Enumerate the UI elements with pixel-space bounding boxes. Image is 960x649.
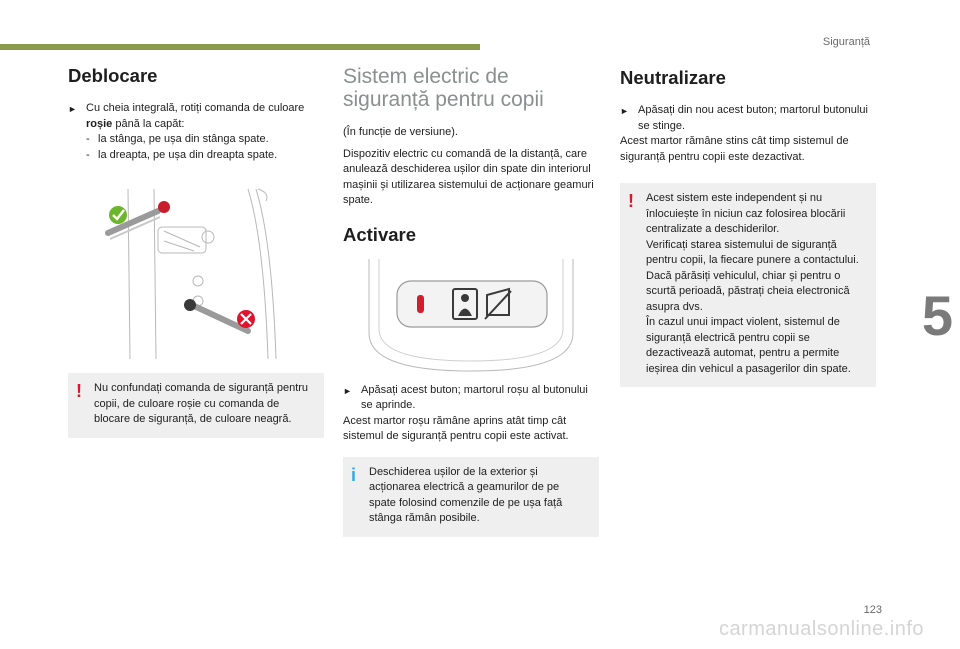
activation-title: Activare	[343, 223, 417, 245]
warning-line: Dacă părăsiți vehiculul, chiar și pentru o scurtă perioadă, păstrați cheia electronică asupra dvs.	[646, 269, 850, 313]
section-title: Siguranță	[822, 36, 870, 48]
unlock-bullet-text-1: Cu cheia integrală, rotiți comanda de culoare	[86, 102, 305, 114]
info-text: Deschiderea ușilor de la exterior și acționarea electrică a geamurilor de pe spate folosind comenzile de pe ușa față stânga rămân posibile.	[369, 465, 563, 524]
page-number: 123	[863, 604, 882, 616]
bullet-arrow-icon: ►	[620, 106, 629, 116]
unlock-bullet-bold: roșie	[86, 117, 113, 130]
column-child-safety	[343, 62, 599, 537]
unlock-title: Deblocare	[68, 65, 158, 86]
version-note: (În funcție de versiune).	[343, 126, 458, 138]
neutralize-bullet	[620, 103, 876, 134]
red-indicator	[417, 295, 424, 313]
accent-bar	[0, 44, 480, 50]
bullet-arrow-icon: ►	[343, 385, 352, 396]
warning-line: Verificați starea sistemului de siguranță pentru copii, la fiecare punere a contactului.	[646, 238, 859, 266]
warning-icon: !	[628, 191, 634, 211]
warning-line: Acest sistem este independent și nu înlocuiește în niciun caz folosirea blocării centralizate a deschiderilor.	[646, 192, 846, 235]
info-icon: i	[351, 464, 357, 485]
door-lock-illustration	[68, 181, 324, 361]
neutralize-text: Acest martor rămâne stins cât timp sistemul de siguranță pentru copii este dezactivat.	[620, 135, 849, 163]
column-unlock	[68, 62, 324, 438]
watermark: carmanualsonline.info	[718, 618, 924, 640]
child-safety-title: Sistem electric de siguranță pentru copii	[343, 65, 544, 111]
bullet-arrow-icon: ►	[68, 104, 77, 114]
neutralize-title: Neutralizare	[620, 67, 726, 88]
warning-note	[68, 373, 324, 438]
warning-line: În cazul unui impact violent, sistemul de siguranță electrică pentru copii se dezactivează automat, pentru a permite ieșirea din vehicul a pasagerilor din spate.	[646, 316, 851, 375]
sub-item-left: la stânga, pe ușa din stânga spate.	[98, 133, 269, 145]
warning-icon: !	[76, 381, 82, 401]
sub-item: - la dreapta, pe ușa din dreapta spate.	[68, 148, 324, 164]
neutralize-bullet-text: Apăsați din nou acest buton; martorul butonului se stinge.	[638, 104, 868, 132]
activation-bullet-text: Apăsați acest buton; martorul roșu al butonului se aprinde.	[361, 383, 588, 411]
cross-icon	[237, 310, 255, 328]
description: Dispozitiv electric cu comandă de la distanță, care anulează deschiderea ușilor din spate din interiorul mașinii și utilizarea sistemului de acționare geamuri spate.	[343, 147, 594, 206]
check-icon	[109, 206, 127, 224]
info-note	[343, 457, 599, 537]
column-neutralize	[620, 62, 876, 387]
warning-note	[620, 183, 876, 387]
chapter-number: 5	[915, 270, 960, 360]
warning-text: Nu confundați comanda de siguranță pentru copii, de culoare roșie cu comanda de blocare de siguranță, de culoare neagră.	[94, 382, 309, 425]
unlock-bullet	[68, 101, 324, 132]
unlock-bullet-text-2: până la capăt:	[112, 117, 185, 130]
activation-text: Acest martor roșu rămâne aprins atât timp cât sistemul de siguranță pentru copii este activat.	[343, 414, 569, 442]
activation-bullet	[343, 383, 599, 414]
sub-item: - la stânga, pe ușa din stânga spate.	[68, 132, 324, 148]
sub-item-right: la dreapta, pe ușa din dreapta spate.	[98, 148, 278, 161]
child-lock-button-illustration	[343, 255, 599, 375]
